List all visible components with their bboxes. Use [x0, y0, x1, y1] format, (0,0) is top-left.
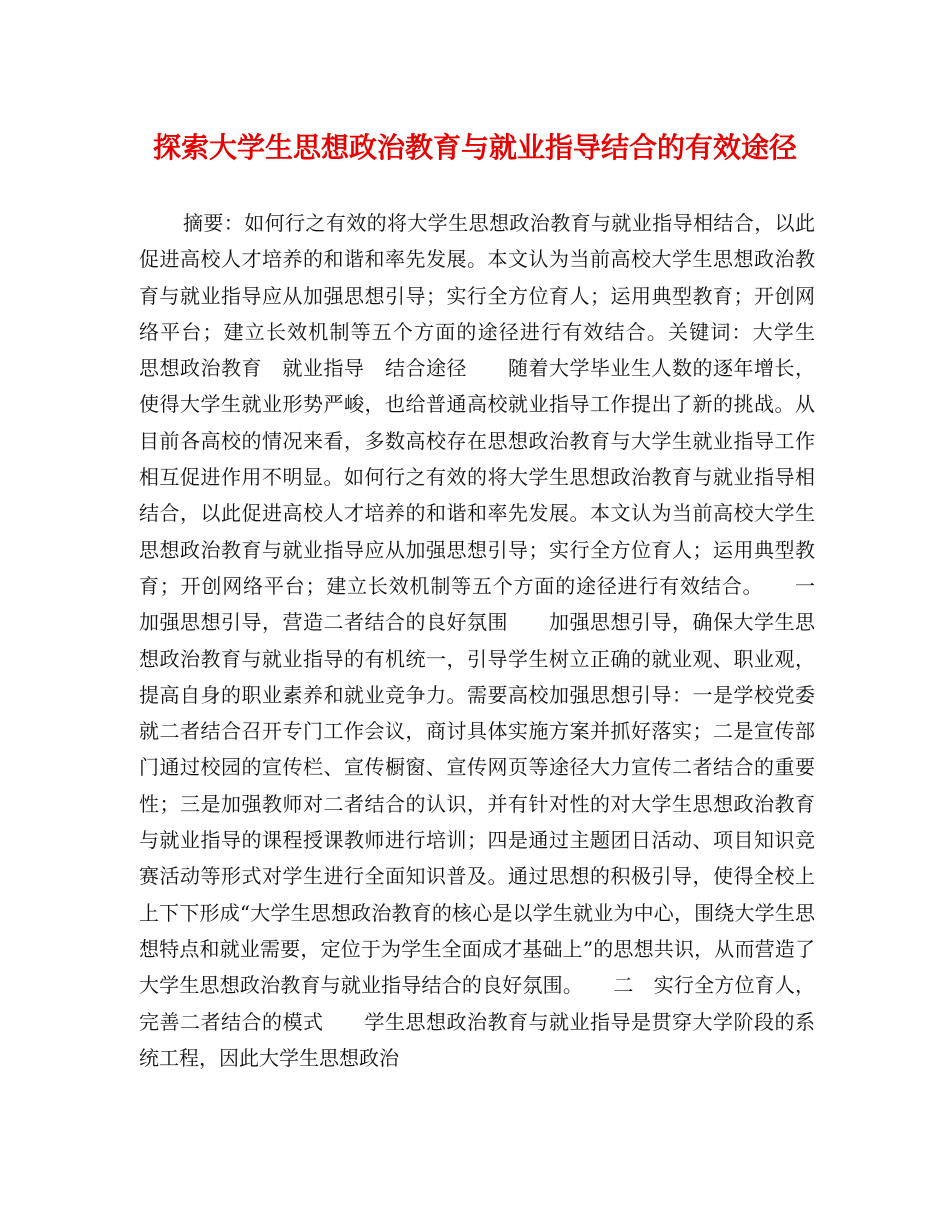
- document-body-paragraph: 摘要：如何行之有效的将大学生思想政治教育与就业指导相结合，以此促进高校人才培养的和谐和率先发展。本文认为当前高校大学生思想政治教育与就业指导应从加强思想引导；实行全方位育人；运用典型教育；开创网络平台；建立长效机制等五个方面的途径进行有效结合。关键词：大学生 思想政治教育 就业指导 结合途径 随着大学毕业生人数的逐年增长，使得大学生就业形势严峻，也给普通高校就业指导工作提出了新的挑战。从目前各高校的情况来看，多数高校存在思想政治教育与大学生就业指导工作相互促进作用不明显。如何行之有效的将大学生思想政治教育与就业指导相结合，以此促进高校人才培养的和谐和率先发展。本文认为当前高校大学生思想政治教育与就业指导应从加强思想引导；实行全方位育人；运用典型教育；开创网络平台；建立长效机制等五个方面的途径进行有效结合。 一 加强思想引导，营造二者结合的良好氛围 加强思想引导，确保大学生思想政治教育与就业指导的有机统一，引导学生树立正确的就业观、职业观，提高自身的职业素养和就业竞争力。需要高校加强思想引导：一是学校党委就二者结合召开专门工作会议，商讨具体实施方案并抓好落实；二是宣传部门通过校园的宣传栏、宣传橱窗、宣传网页等途径大力宣传二者结合的重要性；三是加强教师对二者结合的认识，并有针对性的对大学生思想政治教育与就业指导的课程授课教师进行培训；四是通过主题团日活动、项目知识竞赛活动等形式对学生进行全面知识普及。通过思想的积极引导，使得全校上上下下形成“大学生思想政治教育的核心是以学生就业为中心，围绕大学生思想特点和就业需要，定位于为学生全面成才基础上”的思想共识，从而营造了大学生思想政治教育与就业指导结合的良好氛围。 二 实行全方位育人，完善二者结合的模式 学生思想政治教育与就业指导是贯穿大学阶段的系统工程，因此大学生思想政治: [139, 211, 835, 1070]
- document-title: 探索大学生思想政治教育与就业指导结合的有效途径: [152, 131, 797, 164]
